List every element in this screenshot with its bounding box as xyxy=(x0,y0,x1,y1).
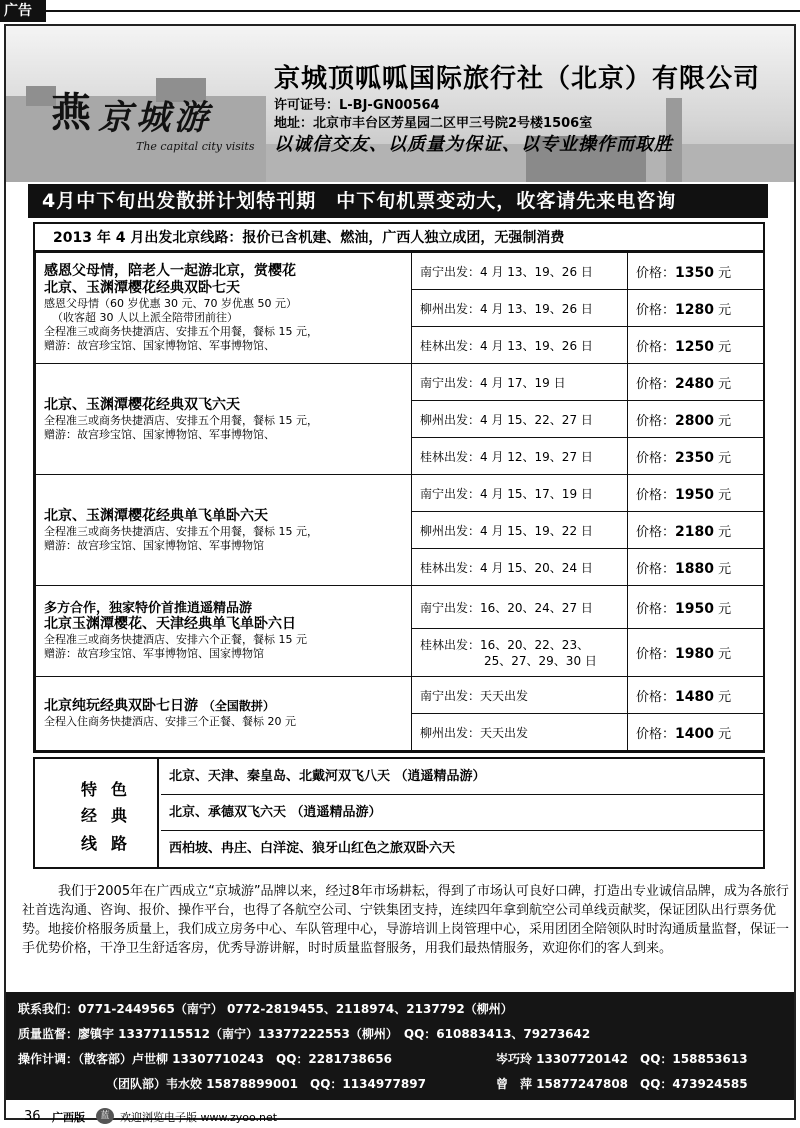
departure-cell: 南宁出发：天天出发 xyxy=(412,677,628,714)
featured-route: 北京、承德双飞六天 （逍遥精品游） xyxy=(161,795,763,831)
route-note: 全程准三或商务快捷酒店、安排六个正餐，餐标 15 元 xyxy=(44,633,307,646)
departure-cell: 南宁出发：4 月 13、19、26 日 xyxy=(412,253,628,290)
featured-label xyxy=(35,759,159,867)
route-subtitle: 多方合作，独家特价首推逍遥精品游 xyxy=(44,601,253,616)
website-link[interactable]: 欢迎浏览电子版 www.zyoo.net xyxy=(120,1111,278,1124)
price-cell: 价格：1880 元 xyxy=(628,549,764,586)
operator-line: 岑巧玲 13307720142 QQ：158853613 xyxy=(496,1052,748,1066)
route-title: 北京、玉渊潭樱花经典双飞六天 xyxy=(44,396,240,413)
route-description xyxy=(36,253,412,364)
departure-cell: 桂林出发：16、20、22、23、 25、27、29、30 日 xyxy=(412,629,628,677)
ad-tag: 广告 xyxy=(0,0,46,22)
license-number: 许可证号：L-BJ-GN00564 xyxy=(274,98,440,113)
route-title: 北京纯玩经典双卧七日游 （全国散拼） xyxy=(44,698,275,714)
route-note: 赠游：故宫珍宝馆、国家博物馆、军事博物馆、 xyxy=(44,339,275,352)
logo xyxy=(48,84,255,164)
route-note: 感恩父母情（60 岁优惠 30 元、70 岁优惠 50 元） xyxy=(44,297,297,310)
company-intro xyxy=(22,882,792,958)
route-price-table xyxy=(35,252,764,751)
logo-tagline: The capital city visits xyxy=(136,140,255,153)
featured-label-line: 经典 xyxy=(81,806,142,825)
price-cell: 价格：1480 元 xyxy=(628,677,764,714)
departure-cell: 柳州出发：4 月 13、19、26 日 xyxy=(412,290,628,327)
route-note: 全程准三或商务快捷酒店、安排五个用餐，餐标 15 元， xyxy=(44,524,318,538)
route-title: 北京、玉渊潭樱花经典双卧七天 xyxy=(44,280,240,296)
page-footer xyxy=(0,1104,800,1128)
price-cell: 价格：1280 元 xyxy=(628,290,764,327)
price-cell: 价格：1250 元 xyxy=(628,327,764,364)
price-cell: 价格：2350 元 xyxy=(628,438,764,475)
route-note: 全程准三或商务快捷酒店、安排五个用餐，餐标 15 元， xyxy=(44,413,318,427)
route-description xyxy=(36,364,412,475)
price-cell: 价格：1350 元 xyxy=(628,253,764,290)
departure-cell: 桂林出发：4 月 12、19、27 日 xyxy=(412,438,628,475)
price-cell: 价格：1400 元 xyxy=(628,714,764,751)
quality-line: 质量监督：廖镇宇 13377115512（南宁）13377222553（柳州） QQ：610883413、79273642 xyxy=(18,1027,591,1041)
departure-cell: 南宁出发：16、20、24、27 日 xyxy=(412,586,628,629)
operator-line: （团队部）韦水姣 15878899001 QQ：1134977897 xyxy=(106,1077,426,1091)
edition-badge: 蓝 xyxy=(96,1108,114,1124)
route-note: 赠游：故宫珍宝馆、国家博物馆、军事博物馆、 xyxy=(44,427,275,441)
featured-label-line: 特色 xyxy=(81,780,142,799)
edition-label: 广西版 xyxy=(52,1111,85,1124)
company-address: 地址：北京市丰台区芳星园二区甲三号院2号楼1506室 xyxy=(274,116,593,131)
route-table xyxy=(33,222,765,753)
logo-name: 京城游 xyxy=(98,98,212,138)
departure-cell: 桂林出发：4 月 13、19、26 日 xyxy=(412,327,628,364)
route-table-title: 2013 年 4 月出发北京线路：报价已含机建、燃油，广西人独立成团，无强制消费 xyxy=(35,224,763,252)
route-note: 全程准三或商务快捷酒店、安排五个用餐，餐标 15 元， xyxy=(44,325,318,338)
featured-routes xyxy=(33,757,765,869)
page-number: 36 xyxy=(24,1109,41,1124)
headline-banner: 4月中下旬出发散拼计划特刊期 中下旬机票变动大，收客请先来电咨询 xyxy=(28,184,768,218)
departure-cell: 南宁出发：4 月 15、17、19 日 xyxy=(412,475,628,512)
featured-label-line: 线路 xyxy=(81,834,142,853)
company-name: 京城顶呱呱国际旅行社（北京）有限公司 xyxy=(274,64,761,94)
featured-route: 西柏坡、冉庄、白洋淀、狼牙山红色之旅双卧六天 xyxy=(169,841,456,856)
route-description xyxy=(36,586,412,677)
departure-cell: 柳州出发：4 月 15、19、22 日 xyxy=(412,512,628,549)
company-slogan: 以诚信交友、以质量为保证、以专业操作而取胜 xyxy=(274,134,673,155)
contact-block xyxy=(6,992,794,1100)
operator-line: 操作计调：（散客部）卢世柳 13307710243 QQ：2281738656 xyxy=(18,1052,392,1066)
table-row xyxy=(36,364,764,401)
top-rule xyxy=(46,10,800,12)
header-banner xyxy=(6,26,794,182)
route-note: 赠游：故宫珍宝馆、军事博物馆、国家博物馆 xyxy=(44,647,264,660)
route-description xyxy=(36,677,412,751)
route-subtitle: 感恩父母情，陪老人一起游北京，赏樱花 xyxy=(44,263,296,279)
table-row xyxy=(36,677,764,714)
price-cell: 价格：2800 元 xyxy=(628,401,764,438)
intro-paragraph: 我们于2005年在广西成立“京城游”品牌以来，经过8年市场耕耘，得到了市场认可良好口碑，打造出专业诚信品牌，成为各旅行社首选沟通、咨询、报价、操作平台，也得了各航空公司、宁铁集团支持，连续四年拿到航空公司单线贡献奖，保证团队出行票务优势。地接价格服务质量上，我们成立房务中心、车队管理中心，导游培训上岗管理中心，采用团团全陪领队时时沟通质量监督，保证一手优势价格，干净卫生舒适客房，优秀导游讲解，时时质量监督服务，用我们最热情服务，欢迎你们的客人到来。 xyxy=(22,884,790,956)
route-description xyxy=(36,475,412,586)
route-note: 全程入住商务快捷酒店、安排三个正餐、餐标 20 元 xyxy=(44,715,296,728)
table-row xyxy=(36,475,764,512)
departure-cell: 柳州出发：天天出发 xyxy=(412,714,628,751)
departure-cell: 桂林出发：4 月 15、20、24 日 xyxy=(412,549,628,586)
price-cell: 价格：2180 元 xyxy=(628,512,764,549)
price-cell: 价格：1950 元 xyxy=(628,586,764,629)
price-cell: 价格：2480 元 xyxy=(628,364,764,401)
featured-route: 北京、天津、秦皇岛、北戴河双飞八天 （逍遥精品游） xyxy=(161,759,763,795)
route-title: 北京玉渊潭樱花、天津经典单飞单卧六日 xyxy=(44,616,296,632)
price-cell: 价格：1980 元 xyxy=(628,629,764,677)
departure-cell: 柳州出发：4 月 15、22、27 日 xyxy=(412,401,628,438)
table-row xyxy=(36,253,764,290)
route-note: 赠游：故宫珍宝馆、国家博物馆、军事博物馆 xyxy=(44,538,264,552)
departure-cell: 南宁出发：4 月 17、19 日 xyxy=(412,364,628,401)
logo-mark: 燕 xyxy=(51,89,91,136)
operator-line: 曾 萍 15877247808 QQ：473924585 xyxy=(496,1077,748,1091)
price-cell: 价格：1950 元 xyxy=(628,475,764,512)
table-row xyxy=(36,586,764,629)
contact-line: 联系我们：0771-2449565（南宁） 0772-2819455、2118974、2137792（柳州） xyxy=(18,1002,513,1016)
route-title: 北京、玉渊潭樱花经典单飞单卧六天 xyxy=(44,507,268,524)
route-note: （收客超 30 人以上派全陪带团前往） xyxy=(52,311,238,324)
